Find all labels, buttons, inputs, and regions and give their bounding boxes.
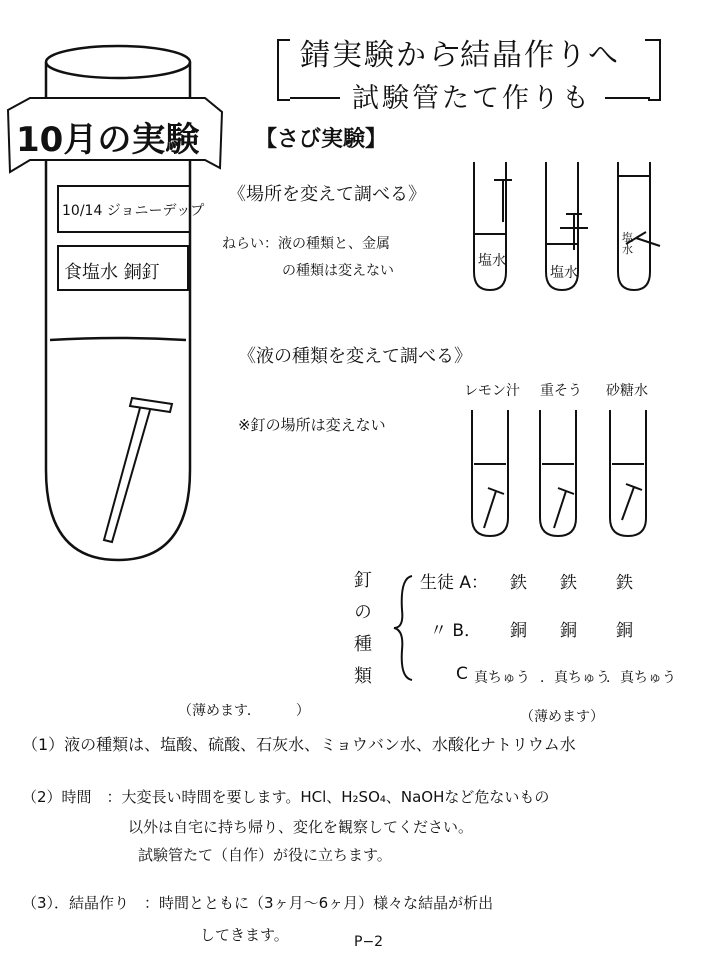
nail-types-bracket — [394, 576, 412, 680]
note2-line1: （2）時間 ：大変長い時間を要します。HCl、H₂SO₄、NaOHなど危ないもの — [22, 788, 550, 806]
nail-row-a-item1: 鉄 — [510, 573, 527, 593]
nail-row-a-item2: 鉄 — [560, 573, 577, 593]
nail-row-b-item3: 銅 — [616, 621, 633, 641]
big-tube-nail — [104, 398, 172, 542]
note2-line3: 試験管たて（自作）が役に立ちます。 — [138, 846, 392, 864]
rust-tube-label-1: 塩水 — [478, 253, 506, 269]
liquid-label-baking-soda: 重そう — [540, 383, 582, 399]
page-title-line1: 錆実験から結晶作りへ — [300, 38, 620, 73]
note2-line2: 以外は自宅に持ち帰り、変化を観察してください。 — [128, 818, 474, 836]
date-label: 10/14 ジョニーデップ — [62, 203, 205, 219]
aim-line2: の種類は変えない — [282, 263, 394, 279]
nail-row-c-item1: 真ちゅう — [474, 670, 530, 686]
liquid-label-lemon: レモン汁 — [464, 383, 520, 399]
tube-banner-text: 10月の実験 — [16, 120, 200, 160]
page-number: P−2 — [354, 934, 384, 950]
content-label: 食塩水 銅釘 — [64, 262, 160, 283]
note3-line2: してきます。 — [200, 926, 289, 944]
rust-tube-label-2: 塩水 — [550, 265, 578, 281]
nail-row-a-item3: 鉄 — [616, 573, 633, 593]
liquid-note: ※釘の場所は変えない — [238, 416, 386, 434]
page-title-line2: 試験管たて作りも — [352, 83, 592, 114]
note1: （1）液の種類は、塩酸、硫酸、石灰水、ミョウバン水、水酸化ナトリウム水 — [22, 735, 576, 754]
nail-types-label: 釘の種類 — [351, 570, 372, 698]
rust-tube-label-3: 塩水 — [622, 231, 633, 256]
rust-section-heading: 【さび実験】 — [255, 127, 388, 152]
nail-row-c-item2: ．真ちゅう — [540, 670, 610, 686]
liquid-tubes — [472, 410, 646, 536]
note1-annotation-b: （薄めます） — [520, 709, 604, 725]
liquid-label-sugar-water: 砂糖水 — [606, 383, 648, 399]
note3-line1: （3）．結晶作り ：時間とともに（3ヶ月〜6ヶ月）様々な結晶が析出 — [22, 894, 494, 912]
place-heading: 《場所を変えて調べる》 — [228, 184, 426, 205]
nail-row-c-item3: ．真ちゅう — [606, 670, 676, 686]
nail-row-b-prefix: 〃 B． — [430, 621, 482, 641]
aim-line1: ねらい：液の種類と、金属 — [222, 236, 390, 252]
nail-row-b-item1: 銅 — [510, 621, 527, 641]
nail-row-a-prefix: 生徒 A： — [420, 573, 489, 593]
note1-annotation-a: （薄めます． ） — [178, 703, 310, 719]
nail-row-c-prefix: C — [456, 664, 468, 684]
nail-row-b-item2: 銅 — [560, 621, 577, 641]
liquid-heading: 《液の種類を変えて調べる》 — [238, 346, 472, 367]
